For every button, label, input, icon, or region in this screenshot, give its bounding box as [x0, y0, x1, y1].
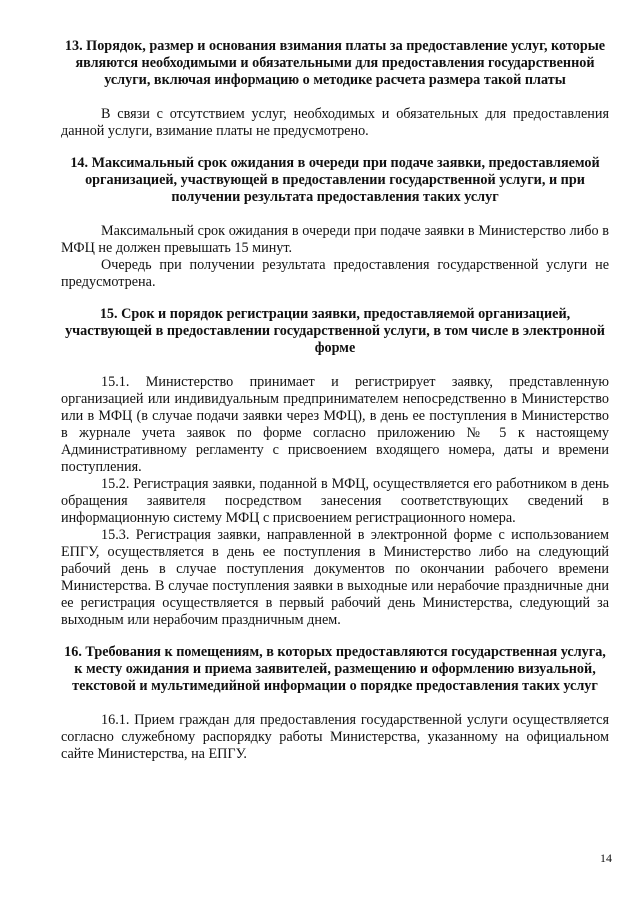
section-16-heading: 16. Требования к помещениям, в которых предоставляются государственная услуга, к месту ожидания и приема заявителей, размещению и оформлению визуальной, текстовой и мультимедийной информации о порядке предоставления таких услуг — [64, 644, 606, 694]
section-16-paragraph-1: 16.1. Прием граждан для предоставления государственной услуги осуществляется согласно служебному распорядку работы Министерства, указанному на официальном сайте Министерства, на ЕПГУ. — [61, 712, 609, 762]
section-13-paragraph-1: В связи с отсутствием услуг, необходимых и обязательных для предоставления данной услуги, взимание платы не предусмотрено. — [61, 106, 609, 139]
page-number: 14 — [600, 851, 612, 865]
document-body — [61, 38, 609, 763]
section-15-paragraph-1: 15.1. Министерство принимает и регистрирует заявку, представленную организацией или индивидуальным предпринимателем непосредственно в Министерство или в МФЦ (в случае подачи заявки через МФЦ), в день ее поступления в Министерство в журнале учета заявок по форме согласно приложению № 5 к настоящему Административному регламенту с присвоением входящего номера, даты и времени поступления. — [61, 374, 609, 475]
section-13-heading: 13. Порядок, размер и основания взимания платы за предоставление услуг, которые являются необходимыми и обязательными для предоставления государственной услуги, включая информацию о методике расчета размера такой платы — [64, 38, 606, 88]
section-14-paragraph-1: Максимальный срок ожидания в очереди при подаче заявки в Министерство либо в МФЦ не должен превышать 15 минут. — [61, 223, 609, 256]
section-14-heading: 14. Максимальный срок ожидания в очереди при подаче заявки, предоставляемой организацией, участвующей в предоставлении государственной услуги, и при получении результата предоставления таких услуг — [70, 155, 600, 205]
section-15-paragraph-3: 15.3. Регистрация заявки, направленной в электронной форме с использованием ЕПГУ, осуществляется в день ее поступления в Министерство либо на следующий рабочий день в случае поступления документов по окончании рабочего времени Министерства. В случае поступления заявки в выходные или нерабочие праздничные дни ее регистрация осуществляется в первый рабочий день Министерства, следующий за выходным или нерабочим праздничным днем. — [61, 527, 609, 628]
section-15-paragraph-2: 15.2. Регистрация заявки, поданной в МФЦ, осуществляется его работником в день обращения заявителя посредством занесения соответствующих сведений в информационную систему МФЦ с присвоением регистрационного номера. — [61, 476, 609, 526]
section-14-paragraph-2: Очередь при получении результата предоставления государственной услуги не предусмотрена. — [61, 257, 609, 290]
section-15-heading: 15. Срок и порядок регистрации заявки, предоставляемой организацией, участвующей в предоставлении государственной услуги, в том числе в электронной форме — [65, 306, 605, 356]
